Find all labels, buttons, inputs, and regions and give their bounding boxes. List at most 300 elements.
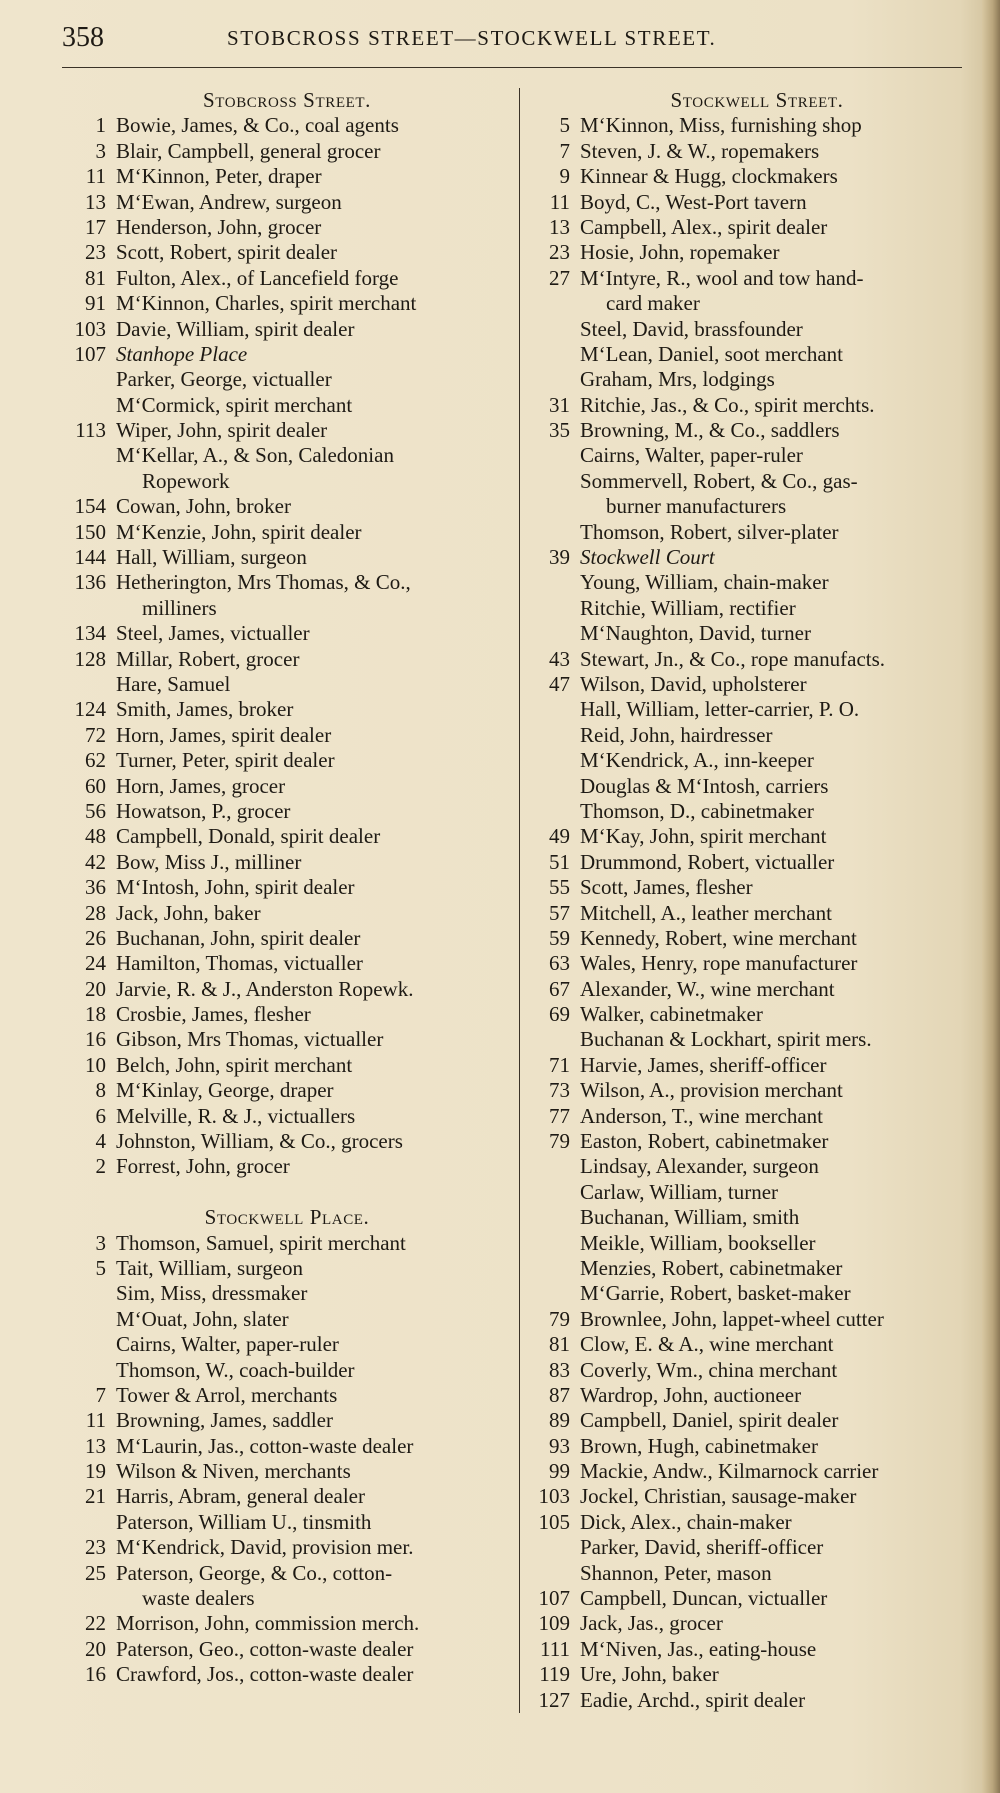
directory-entry (62, 1104, 512, 1129)
right-column (532, 88, 982, 1713)
house-number: 19 (85, 1459, 106, 1484)
directory-entry (532, 1002, 982, 1027)
left-column (62, 88, 512, 1688)
entry-text: Lindsay, Alexander, surgeon (580, 1154, 819, 1179)
directory-entry (62, 393, 512, 418)
house-number: 83 (549, 1357, 570, 1382)
directory-entry (532, 824, 982, 849)
house-number: 127 (538, 1687, 570, 1712)
house-number (62, 1281, 116, 1306)
house-number: 22 (85, 1611, 106, 1636)
directory-entry (62, 799, 512, 824)
entry-text: Forrest, John, grocer (116, 1154, 290, 1179)
directory-entry (532, 1332, 982, 1357)
directory-entry (532, 164, 982, 189)
entry-text: M‘Kinlay, George, draper (116, 1078, 334, 1103)
house-number: 136 (74, 570, 106, 595)
directory-entry (62, 1129, 512, 1154)
directory-entry (532, 1154, 982, 1179)
house-number: 124 (74, 697, 106, 722)
section-heading: Stockwell Street. (670, 88, 844, 112)
entry-text: M‘Intosh, John, spirit dealer (116, 875, 355, 900)
section-heading: Stobcross Street. (203, 88, 371, 112)
directory-entry (62, 113, 512, 138)
entry-text: Hosie, John, ropemaker (580, 240, 780, 265)
directory-entry (62, 570, 512, 595)
directory-entry (532, 774, 982, 799)
directory-entry (532, 1510, 982, 1535)
directory-entry (532, 469, 982, 494)
house-number (532, 570, 580, 595)
entry-text: Young, William, chain-maker (580, 570, 829, 595)
house-number: 26 (85, 925, 106, 950)
directory-entry (62, 1358, 512, 1383)
directory-entry (532, 1256, 982, 1281)
house-number: 31 (549, 392, 570, 417)
directory-entry (532, 1637, 982, 1662)
entry-text: Kennedy, Robert, wine merchant (580, 925, 857, 950)
house-number: 87 (549, 1382, 570, 1407)
entry-text: Buchanan, William, smith (580, 1205, 800, 1230)
directory-entry (62, 1459, 512, 1484)
house-number (532, 774, 580, 799)
entry-text: Hare, Samuel (116, 671, 231, 696)
entry-text: M‘Kinnon, Peter, draper (116, 164, 322, 189)
directory-entry (532, 443, 982, 468)
house-number (62, 1586, 116, 1611)
directory-entry (532, 291, 982, 316)
directory-entry (62, 875, 512, 900)
section-gap (62, 1180, 512, 1205)
entry-text: Jack, Jas., grocer (580, 1611, 723, 1636)
house-number: 71 (549, 1052, 570, 1077)
directory-entry (532, 1535, 982, 1560)
entry-text: Boyd, C., West-Port tavern (580, 189, 807, 214)
directory-entry (62, 1078, 512, 1103)
house-number: 73 (549, 1078, 570, 1103)
directory-entry (532, 1459, 982, 1484)
house-number: 23 (549, 240, 570, 265)
house-number (62, 672, 116, 697)
directory-entry (532, 342, 982, 367)
entry-text: M‘Garrie, Robert, basket-maker (580, 1281, 851, 1306)
house-number: 7 (95, 1382, 106, 1407)
directory-entry (62, 1307, 512, 1332)
directory-entry (532, 393, 982, 418)
entry-text: Hetherington, Mrs Thomas, & Co., (116, 570, 411, 595)
directory-entry (62, 520, 512, 545)
entry-text: Paterson, Geo., cotton-waste dealer (116, 1636, 414, 1661)
entry-text: Millar, Robert, grocer (116, 646, 300, 671)
directory-entry (532, 418, 982, 443)
house-number: 105 (538, 1509, 570, 1534)
house-number: 119 (539, 1662, 570, 1687)
house-number: 81 (85, 265, 106, 290)
house-number: 8 (95, 1078, 106, 1103)
house-number: 144 (74, 545, 106, 570)
directory-entry (532, 215, 982, 240)
house-number: 55 (549, 875, 570, 900)
house-number: 63 (549, 951, 570, 976)
entry-text: waste dealers (142, 1586, 255, 1611)
entry-text: Paterson, George, & Co., cotton- (116, 1560, 393, 1585)
directory-entry (532, 1611, 982, 1636)
house-number (532, 1535, 580, 1560)
entry-text: M‘Laurin, Jas., cotton-waste dealer (116, 1433, 414, 1458)
entry-text: Paterson, William U., tinsmith (116, 1509, 372, 1534)
entry-text: Ritchie, William, rectifier (580, 595, 796, 620)
entry-text: Mackie, Andw., Kilmarnock carrier (580, 1459, 879, 1484)
directory-entry (62, 1256, 512, 1281)
house-number: 13 (85, 189, 106, 214)
directory-entry (532, 1053, 982, 1078)
directory-entry (532, 901, 982, 926)
directory-entry (532, 266, 982, 291)
entry-text: M‘Kenzie, John, spirit dealer (116, 519, 362, 544)
running-head: STOBCROSS STREET—STOCKWELL STREET. (227, 26, 717, 50)
column-divider (519, 88, 520, 1713)
house-number: 9 (559, 164, 570, 189)
directory-entry (62, 1383, 512, 1408)
directory-entry (62, 926, 512, 951)
entry-text: Horn, James, grocer (116, 773, 286, 798)
house-number (62, 367, 116, 392)
directory-entry (62, 697, 512, 722)
house-number: 81 (549, 1332, 570, 1357)
entry-text: M‘Kellar, A., & Son, Caledonian (116, 443, 394, 468)
house-number: 49 (549, 824, 570, 849)
directory-entry (532, 1688, 982, 1713)
entry-text: M‘Lean, Daniel, soot merchant (580, 341, 843, 366)
directory-entry (62, 1561, 512, 1586)
house-number (62, 1510, 116, 1535)
entry-text: M‘Intyre, R., wool and tow hand- (580, 265, 864, 290)
entry-text: Campbell, Duncan, victualler (580, 1586, 828, 1611)
section-heading: Stockwell Place. (204, 1205, 370, 1230)
entry-text: Reid, John, hairdresser (580, 722, 773, 747)
directory-entry (532, 1180, 982, 1205)
house-number (532, 520, 580, 545)
house-number: 150 (74, 519, 106, 544)
house-number: 48 (85, 824, 106, 849)
directory-entry (62, 240, 512, 265)
entry-text: Ure, John, baker (580, 1662, 719, 1687)
entry-text: Campbell, Daniel, spirit dealer (580, 1408, 839, 1433)
entry-text: Johnston, William, & Co., grocers (116, 1129, 403, 1154)
entry-text: Cairns, Walter, paper-ruler (580, 443, 803, 468)
entry-text: Fulton, Alex., of Lancefield forge (116, 265, 399, 290)
directory-entry (532, 977, 982, 1002)
house-number: 59 (549, 925, 570, 950)
directory-entry (532, 723, 982, 748)
house-number: 28 (85, 900, 106, 925)
house-number: 67 (549, 976, 570, 1001)
house-number: 11 (85, 164, 106, 189)
house-number: 60 (85, 773, 106, 798)
entry-text: Brownlee, John, lappet-wheel cutter (580, 1306, 884, 1331)
house-number (532, 469, 580, 494)
house-number: 16 (85, 1027, 106, 1052)
entry-text: Hall, William, letter-carrier, P. O. (580, 697, 860, 722)
house-number (532, 697, 580, 722)
entry-text: Ropework (142, 468, 230, 493)
house-number (532, 1231, 580, 1256)
house-number (532, 443, 580, 468)
entry-text: Wilson & Niven, merchants (116, 1459, 351, 1484)
house-number: 107 (74, 341, 106, 366)
house-number: 43 (549, 646, 570, 671)
directory-entry (62, 1231, 512, 1256)
house-number (532, 1027, 580, 1052)
directory-entry (62, 1662, 512, 1687)
entry-text: Jack, John, baker (116, 900, 261, 925)
house-number: 35 (549, 418, 570, 443)
house-number: 13 (549, 214, 570, 239)
page-edge (982, 0, 1000, 1793)
entry-text: Gibson, Mrs Thomas, victualler (116, 1027, 384, 1052)
house-number: 47 (549, 671, 570, 696)
directory-entry (532, 1104, 982, 1129)
house-number: 103 (74, 316, 106, 341)
entry-text: Buchanan, John, spirit dealer (116, 925, 361, 950)
house-number: 93 (549, 1433, 570, 1458)
directory-entry (532, 1408, 982, 1433)
house-number (532, 621, 580, 646)
entry-text: Wiper, John, spirit dealer (116, 418, 328, 443)
entry-text: Drummond, Robert, victualler (580, 849, 835, 874)
entry-text: milliners (142, 595, 217, 620)
house-number (532, 748, 580, 773)
entry-text: Sim, Miss, dressmaker (116, 1281, 308, 1306)
directory-entry (532, 1205, 982, 1230)
directory-entry (532, 672, 982, 697)
entry-text: Scott, James, flesher (580, 875, 753, 900)
entry-text: Henderson, John, grocer (116, 214, 322, 239)
house-number (62, 469, 116, 494)
page-number: 358 (62, 22, 104, 53)
directory-entry (532, 367, 982, 392)
house-number: 79 (549, 1129, 570, 1154)
entry-text: M‘Niven, Jas., eating-house (580, 1636, 817, 1661)
directory-entry (532, 799, 982, 824)
entry-text: Tower & Arrol, merchants (116, 1382, 338, 1407)
house-number: 51 (549, 849, 570, 874)
directory-entry (532, 1434, 982, 1459)
entry-text: Stewart, Jn., & Co., rope manufacts. (580, 646, 886, 671)
house-number: 17 (85, 214, 106, 239)
house-number: 89 (549, 1408, 570, 1433)
directory-entry (532, 748, 982, 773)
directory-entry (62, 1484, 512, 1509)
entry-text: Dick, Alex., chain-maker (580, 1509, 792, 1534)
entry-text: Thomson, D., cabinetmaker (580, 798, 814, 823)
directory-entry (62, 469, 512, 494)
directory-entry (62, 723, 512, 748)
directory-entry (62, 596, 512, 621)
house-number: 128 (74, 646, 106, 671)
directory-entry (532, 520, 982, 545)
entry-text: Smith, James, broker (116, 697, 294, 722)
house-number (62, 393, 116, 418)
entry-text: Ritchie, Jas., & Co., spirit merchts. (580, 392, 875, 417)
directory-entry (532, 1586, 982, 1611)
directory-entry (62, 621, 512, 646)
entry-text: Browning, James, saddler (116, 1408, 333, 1433)
directory-entry (532, 545, 982, 570)
directory-entry (62, 951, 512, 976)
entry-text: Harvie, James, sheriff-officer (580, 1052, 827, 1077)
entry-text: Stanhope Place (116, 341, 248, 366)
house-number: 21 (85, 1484, 106, 1509)
house-number (532, 342, 580, 367)
house-number: 23 (85, 1535, 106, 1560)
entry-text: Turner, Peter, spirit dealer (116, 748, 335, 773)
directory-entry (532, 1231, 982, 1256)
entry-text: Cowan, John, broker (116, 494, 291, 519)
directory-entry (532, 1307, 982, 1332)
entry-text: M‘Naughton, David, turner (580, 621, 811, 646)
directory-entry (62, 748, 512, 773)
house-number: 27 (549, 265, 570, 290)
entry-text: M‘Ewan, Andrew, surgeon (116, 189, 342, 214)
entry-text: Hall, William, surgeon (116, 545, 307, 570)
house-number: 99 (549, 1459, 570, 1484)
directory-entry (532, 621, 982, 646)
directory-entry (532, 1281, 982, 1306)
entry-text: M‘Kinnon, Miss, furnishing shop (580, 113, 862, 138)
directory-entry (62, 1002, 512, 1027)
entry-text: Anderson, T., wine merchant (580, 1103, 823, 1128)
house-number: 11 (85, 1408, 106, 1433)
house-number: 57 (549, 900, 570, 925)
entry-text: Parker, David, sheriff-officer (580, 1535, 824, 1560)
entry-text: Shannon, Peter, mason (580, 1560, 772, 1585)
entry-text: Thomson, Robert, silver-plater (580, 519, 839, 544)
house-number: 1 (95, 113, 106, 138)
directory-entry (62, 317, 512, 342)
entry-text: M‘Kendrick, David, provision mer. (116, 1535, 414, 1560)
entry-text: M‘Kinnon, Charles, spirit merchant (116, 291, 417, 316)
house-number: 77 (549, 1103, 570, 1128)
house-number: 6 (95, 1103, 106, 1128)
directory-entry (532, 1027, 982, 1052)
entry-text: Sommervell, Robert, & Co., gas- (580, 468, 858, 493)
house-number: 23 (85, 240, 106, 265)
house-number: 3 (95, 1230, 106, 1255)
entry-text: Walker, cabinetmaker (580, 1002, 763, 1027)
house-number: 107 (538, 1586, 570, 1611)
entry-text: Wales, Henry, rope manufacturer (580, 951, 858, 976)
directory-entry (62, 545, 512, 570)
entry-text: M‘Kendrick, A., inn-keeper (580, 748, 814, 773)
header-rule (62, 67, 962, 68)
house-number (62, 443, 116, 468)
entry-text: Easton, Robert, cabinetmaker (580, 1129, 829, 1154)
house-number (532, 1154, 580, 1179)
entry-text: Steel, David, brassfounder (580, 316, 803, 341)
directory-entry (532, 1129, 982, 1154)
directory-entry (532, 1358, 982, 1383)
directory-entry (62, 215, 512, 240)
directory-entry (62, 1434, 512, 1459)
entry-text: Carlaw, William, turner (580, 1179, 779, 1204)
directory-entry (532, 1662, 982, 1687)
house-number: 5 (559, 113, 570, 138)
house-number (532, 596, 580, 621)
directory-entry (62, 977, 512, 1002)
page-header (62, 18, 962, 58)
entry-text: Stockwell Court (580, 545, 715, 570)
entry-text: Coverly, Wm., china merchant (580, 1357, 838, 1382)
entry-text: Blair, Campbell, general grocer (116, 138, 381, 163)
directory-entry (62, 494, 512, 519)
directory-entry (532, 139, 982, 164)
entry-text: M‘Cormick, spirit merchant (116, 392, 353, 417)
directory-entry (532, 113, 982, 138)
entry-text: Browning, M., & Co., saddlers (580, 418, 840, 443)
house-number: 103 (538, 1484, 570, 1509)
entry-text: Scott, Robert, spirit dealer (116, 240, 338, 265)
directory-entry (532, 1078, 982, 1103)
entry-text: Mitchell, A., leather merchant (580, 900, 832, 925)
house-number (532, 317, 580, 342)
directory-entry (62, 190, 512, 215)
house-number: 113 (75, 418, 106, 443)
directory-entry (62, 1611, 512, 1636)
house-number: 111 (540, 1636, 570, 1661)
directory-entry (532, 190, 982, 215)
entry-text: Campbell, Donald, spirit dealer (116, 824, 381, 849)
house-number: 5 (95, 1255, 106, 1280)
house-number (532, 799, 580, 824)
entry-text: M‘Ouat, John, slater (116, 1306, 289, 1331)
entry-text: Thomson, Samuel, spirit merchant (116, 1230, 406, 1255)
directory-entry (62, 1332, 512, 1357)
house-number: 109 (538, 1611, 570, 1636)
directory-entry (62, 139, 512, 164)
directory-entry (532, 494, 982, 519)
house-number: 20 (85, 976, 106, 1001)
entry-text: Campbell, Alex., spirit dealer (580, 214, 828, 239)
entry-text: Steel, James, victualler (116, 621, 310, 646)
entry-text: Howatson, P., grocer (116, 798, 291, 823)
entry-text: Buchanan & Lockhart, spirit mers. (580, 1027, 872, 1052)
entry-text: Crosbie, James, flesher (116, 1002, 311, 1027)
directory-entry (62, 164, 512, 189)
directory-entry (62, 1637, 512, 1662)
entry-text: Hamilton, Thomas, victualler (116, 951, 363, 976)
directory-entry (62, 1027, 512, 1052)
directory-entry (62, 1154, 512, 1179)
house-number: 72 (85, 722, 106, 747)
directory-entry (532, 926, 982, 951)
entry-text: Harris, Abram, general dealer (116, 1484, 365, 1509)
house-number: 3 (95, 138, 106, 163)
entry-text: Jockel, Christian, sausage-maker (580, 1484, 857, 1509)
house-number (62, 596, 116, 621)
house-number (532, 1561, 580, 1586)
house-number: 18 (85, 1002, 106, 1027)
house-number: 154 (74, 494, 106, 519)
house-number (532, 1205, 580, 1230)
entry-text: Tait, William, surgeon (116, 1255, 304, 1280)
directory-entry (62, 1510, 512, 1535)
directory-entry (62, 1535, 512, 1560)
directory-entry (62, 266, 512, 291)
directory-entry (532, 596, 982, 621)
directory-entry (532, 850, 982, 875)
entry-text: Belch, John, spirit merchant (116, 1052, 353, 1077)
